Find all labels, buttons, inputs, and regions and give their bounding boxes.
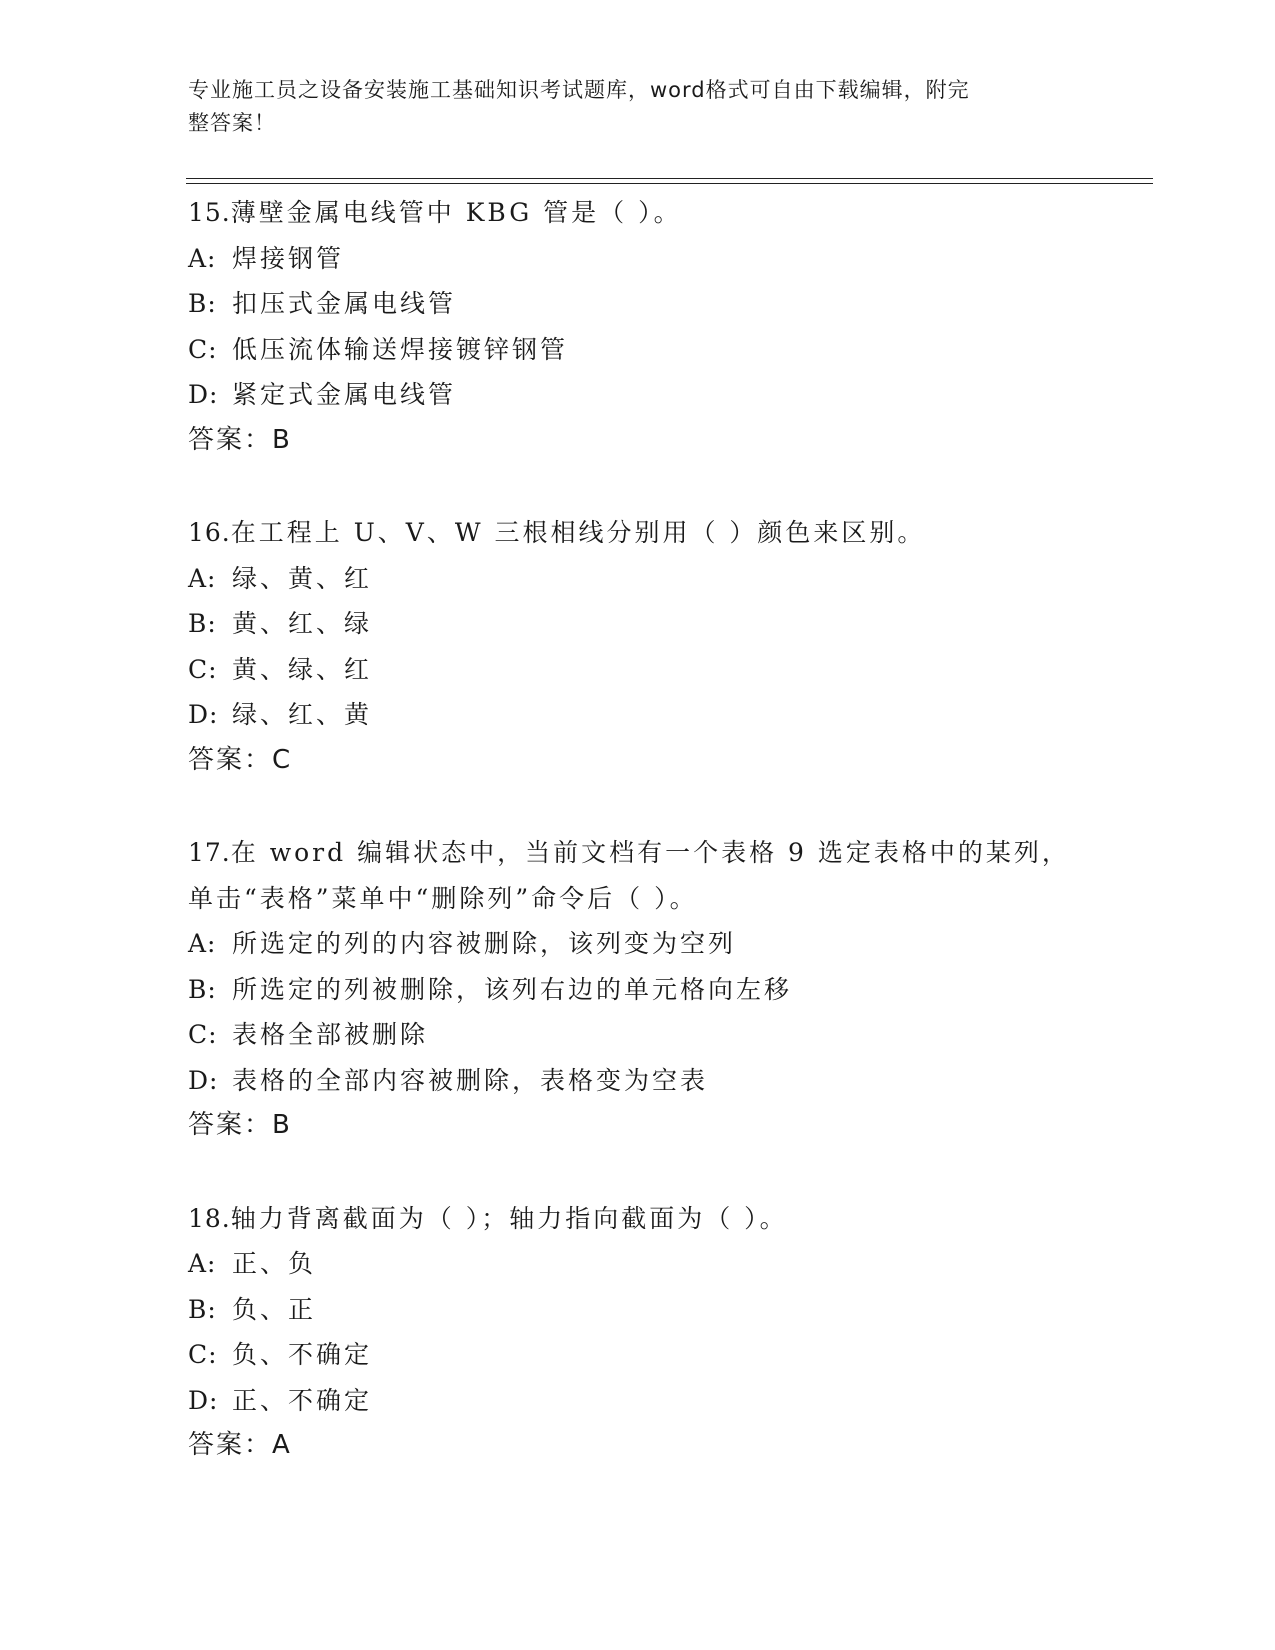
question-number: 18. <box>188 1203 231 1233</box>
header-line-1: 专业施工员之设备安装施工基础知识考试题库，word格式可自由下载编辑，附完 <box>188 78 970 102</box>
option-letter: A: <box>188 1249 217 1278</box>
option-d <box>188 1378 1148 1424</box>
document-header <box>188 74 1068 140</box>
answer-line: 答案：A <box>188 1430 292 1460</box>
option-text: 负、不确定 <box>232 1340 373 1369</box>
option-letter: D: <box>188 1065 219 1095</box>
question-stem <box>188 1196 1148 1242</box>
option-letter: C: <box>188 654 218 684</box>
option-text: 所选定的列的内容被删除，该列变为空列 <box>232 929 737 958</box>
option-letter: A: <box>188 929 217 958</box>
answer-line: 答案：C <box>188 744 293 775</box>
question-16 <box>188 510 1148 783</box>
option-text: 焊接钢管 <box>232 243 345 273</box>
option-d <box>188 692 1148 738</box>
option-text: 扣压式金属电线管 <box>232 289 457 318</box>
question-text: 在 word 编辑状态中，当前文档有一个表格 9 选定表格中的某列， <box>230 838 1070 867</box>
option-letter: D: <box>188 1385 219 1415</box>
option-d <box>188 372 1148 418</box>
question-18 <box>188 1196 1148 1469</box>
header-divider-bottom <box>186 183 1153 184</box>
option-a <box>188 921 1148 967</box>
option-letter: C: <box>188 1020 218 1049</box>
option-letter: D: <box>188 700 219 729</box>
option-text: 正、不确定 <box>232 1385 373 1415</box>
option-text: 紧定式金属电线管 <box>232 380 457 409</box>
answer-line: 答案：B <box>188 1110 292 1140</box>
header-divider-top <box>186 178 1153 179</box>
option-letter: B: <box>188 289 217 318</box>
question-text: 轴力背离截面为（ ）；轴力指向截面为（ ）。 <box>230 1203 788 1233</box>
option-a <box>188 236 1148 282</box>
option-text: 低压流体输送焊接镀锌钢管 <box>232 334 569 364</box>
question-number: 17. <box>188 838 231 867</box>
question-list <box>188 190 1148 1516</box>
option-c <box>188 647 1148 693</box>
option-text: 所选定的列被删除，该列右边的单元格向左移 <box>232 974 793 1004</box>
option-letter: A: <box>188 563 217 593</box>
option-text: 表格全部被删除 <box>232 1020 429 1049</box>
option-letter: C: <box>188 334 218 364</box>
option-letter: B: <box>188 609 217 638</box>
question-stem <box>188 510 1148 556</box>
option-b <box>188 967 1148 1013</box>
question-text: 在工程上 U、V、W 三根相线分别用（ ）颜色来区别。 <box>230 518 926 547</box>
question-stem-continued: 单击“表格”菜单中“删除列”命令后（ ）。 <box>188 883 698 913</box>
option-a <box>188 1241 1148 1287</box>
option-text: 负、正 <box>232 1294 317 1324</box>
option-text: 绿、红、黄 <box>232 700 373 729</box>
option-a <box>188 556 1148 602</box>
option-letter: B: <box>188 1294 217 1324</box>
option-b <box>188 281 1148 327</box>
question-text: 薄壁金属电线管中 KBG 管是（ ）。 <box>230 198 682 227</box>
answer-line: 答案：B <box>188 424 292 455</box>
option-letter: D: <box>188 380 219 409</box>
option-text: 黄、红、绿 <box>232 609 373 638</box>
option-letter: C: <box>188 1340 218 1369</box>
option-c <box>188 1012 1148 1058</box>
question-15 <box>188 190 1148 463</box>
question-number: 16. <box>188 518 231 547</box>
question-stem <box>188 830 1148 876</box>
option-text: 黄、绿、红 <box>232 654 373 684</box>
option-c <box>188 1332 1148 1378</box>
option-d <box>188 1058 1148 1104</box>
option-letter: A: <box>188 243 217 273</box>
option-text: 表格的全部内容被删除，表格变为空表 <box>232 1065 709 1095</box>
option-letter: B: <box>188 974 217 1004</box>
header-line-2: 整答案！ <box>188 111 276 135</box>
question-17 <box>188 830 1148 1149</box>
option-b <box>188 1287 1148 1333</box>
question-stem <box>188 190 1148 236</box>
question-number: 15. <box>188 198 231 227</box>
option-text: 绿、黄、红 <box>232 563 373 593</box>
option-text: 正、负 <box>232 1249 317 1278</box>
option-c <box>188 327 1148 373</box>
option-b <box>188 601 1148 647</box>
